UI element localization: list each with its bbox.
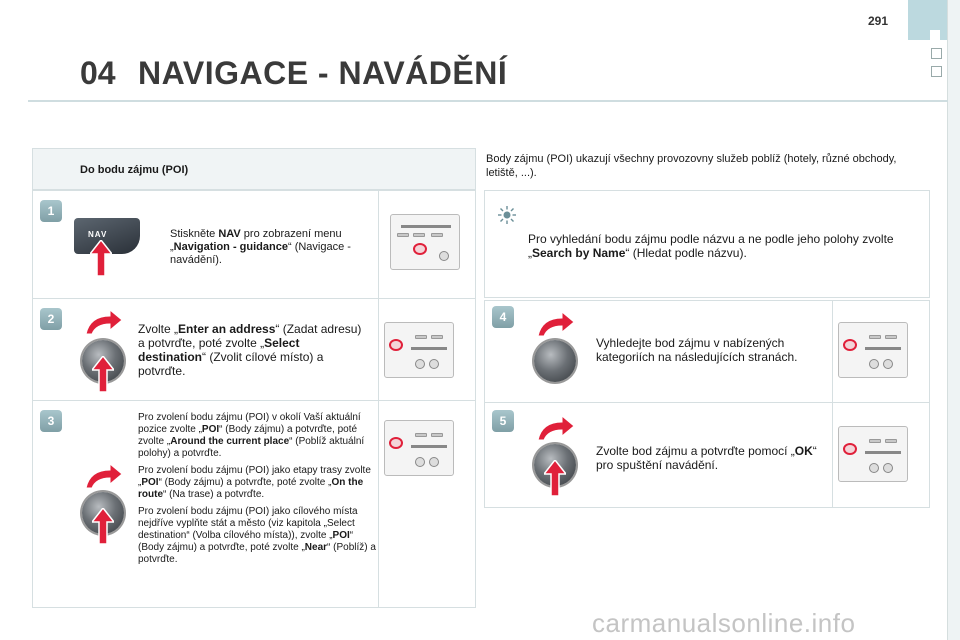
step-1-text: Stiskněte NAV pro zobrazení menu „Navigation - guidance“ (Navigace - navádění). xyxy=(170,228,351,266)
radio-unit-image xyxy=(384,322,454,378)
divider xyxy=(832,300,833,508)
control-dial-icon xyxy=(534,340,576,382)
rotate-arrow-icon xyxy=(84,462,124,490)
corner-square-filled xyxy=(930,30,940,40)
step-2-text: Zvolte „Enter an address“ (Zadat adresu) a potvrďte, poté zvolte „Select destination“ (Zvolit cílové místo) a potvrďte. xyxy=(138,322,362,378)
up-arrow-icon xyxy=(92,356,114,392)
title-rule xyxy=(28,100,948,102)
nav-key: NAV xyxy=(74,218,140,254)
page-number: 291 xyxy=(868,14,889,28)
section-heading: Do bodu zájmu (POI) xyxy=(80,164,189,176)
step-4-text: Vyhledejte bod zájmu v nabízených kategoriích na následujících stranách. xyxy=(596,336,798,364)
rotate-arrow-icon xyxy=(536,310,576,338)
radio-unit-image xyxy=(384,420,454,476)
watermark: carmanualsonline.info xyxy=(592,608,856,638)
intro-text: Body zájmu (POI) ukazují všechny provozovny služeb poblíž (hotely, různé obchody, letiště, ...). xyxy=(486,153,897,179)
step-badge-2: 2 xyxy=(40,308,62,330)
corner-tab xyxy=(908,0,948,40)
radio-unit-image xyxy=(838,426,908,482)
step-badge-4: 4 xyxy=(492,306,514,328)
step-3-text: Pro zvolení bodu zájmu (POI) v okolí Vaší aktuální pozice zvolte „POI“ (Body zájmu) a potvrďte, poté zvolte „Around the current place“ (Poblíž aktuální polohy) a potvrďte. Pro zvolení bodu zájmu (POI) jako etapy trasy zvolte „POI“ (Body zájmu) a potvrďte, poté zvolte „On the route“ (Na trase) a potvrďte. Pro zvolení bodu zájmu (POI) jako cílového místa nejdříve vyplňte stát a město (viz kapitola „Select destination“ (Volba cílového místa)), zvolte „POI“ (Body zájmu) a potvrďte, poté zvolte „Near“ (Poblíž) a potvrďte. xyxy=(138,412,376,565)
divider xyxy=(32,400,476,401)
step-badge-3: 3 xyxy=(40,410,62,432)
lightbulb-icon xyxy=(498,206,516,224)
chapter-title: NAVIGACE - NAVÁDĚNÍ xyxy=(138,55,508,91)
radio-unit-image xyxy=(390,214,460,270)
rotate-arrow-icon xyxy=(84,308,124,336)
up-arrow-icon xyxy=(92,508,114,544)
chapter-number: 04 xyxy=(80,55,116,91)
divider xyxy=(484,402,930,403)
step-badge-1: 1 xyxy=(40,200,62,222)
radio-unit-image xyxy=(838,322,908,378)
divider xyxy=(378,190,379,608)
tip-text: Pro vyhledání bodu zájmu podle názvu a ne podle jeho polohy zvolte „Search by Name“ (Hledat podle názvu). xyxy=(528,232,894,260)
corner-square-outline xyxy=(931,66,942,77)
step-badge-5: 5 xyxy=(492,410,514,432)
page-edge-rail xyxy=(947,0,960,640)
corner-square-outline xyxy=(931,48,942,59)
up-arrow-icon xyxy=(90,240,112,276)
rotate-arrow-icon xyxy=(536,414,576,442)
up-arrow-icon xyxy=(544,460,566,496)
divider xyxy=(32,298,476,299)
step-5-text: Zvolte bod zájmu a potvrďte pomocí „OK“ pro spuštění navádění. xyxy=(596,444,817,472)
